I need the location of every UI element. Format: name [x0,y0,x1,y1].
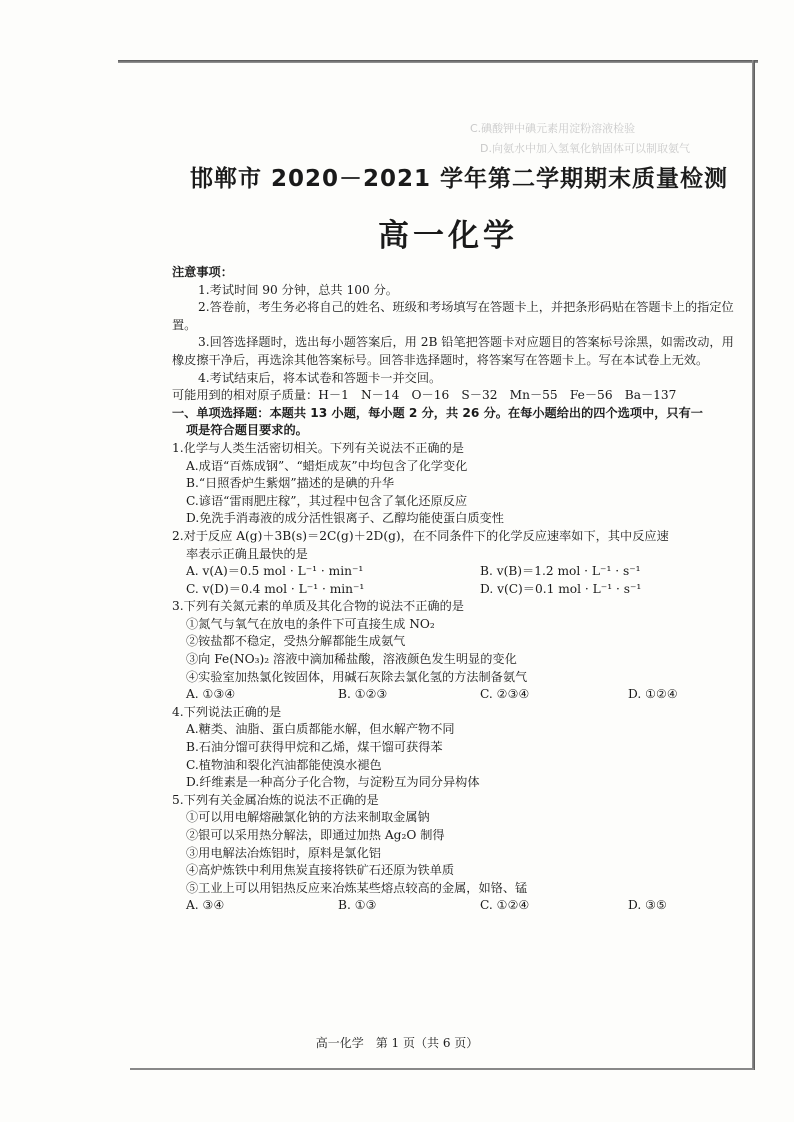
exam-title: 邯郸市 2020－2021 学年第二学期期末质量检测 [190,166,729,192]
question-1-option-b: B.“日照香炉生紫烟”描述的是碘的升华 [186,476,395,491]
notes-heading: 注意事项： [172,265,233,279]
question-3-item: ②铵盐都不稳定，受热分解都能生成氨气 [186,634,406,649]
question-5-options-row [172,897,740,915]
question-5-option-c: C. ①②④ [480,898,530,913]
question-5-item: ②银可以采用热分解法，即通过加热 Ag₂O 制得 [186,828,445,842]
question-4-stem: 4.下列说法正确的是 [172,704,282,719]
note-item: 2.答卷前，考生务必将自己的姓名、班级和考场填写在答题卡上，并把条形码贴在答题卡上的指定位置。 [172,300,734,332]
question-2-option-d: D. v(C)＝0.1 mol · L⁻¹ · s⁻¹ [480,581,642,596]
page-footer: 高一化学 第 1 页（共 6 页） [315,1036,479,1050]
question-3-option-c: C. ②③④ [480,687,530,702]
question-2-option-b: B. v(B)＝1.2 mol · L⁻¹ · s⁻¹ [480,564,641,579]
bleed-through-text: D.向氨水中加入氢氧化钠固体可以制取氨气 [480,142,690,155]
section-heading: 一、单项选择题：本题共 13 小题，每小题 2 分，共 26 分。在每小题给出的四个选项中，只有一 [172,405,703,420]
question-3-item: ③向 Fe(NO₃)₂ 溶液中滴加稀盐酸，溶液颜色发生明显的变化 [186,652,517,667]
question-2-options-row [172,581,740,599]
question-5-option-d: D. ③⑤ [628,898,667,913]
note-item: 4.考试结束后，将本试卷和答题卡一并交回。 [198,370,442,385]
question-4-option-a: A.糖类、油脂、蛋白质都能水解，但水解产物不同 [186,722,455,737]
question-5-option-b: B. ①③ [338,898,377,913]
question-5-item: ⑤工业上可以用铝热反应来冶炼某些熔点较高的金属，如铬、锰 [186,880,528,895]
note-item: 3.回答选择题时，选出每小题答案后，用 2B 铅笔把答题卡对应题目的答案标号涂黑，如需改动，用橡皮擦干净后，再选涂其他答案标号。回答非选择题时，将答案写在答题卡上。写在本试卷上无效。 [172,335,734,367]
question-2-option-a: A. v(A)＝0.5 mol · L⁻¹ · min⁻¹ [186,564,364,579]
question-3-item: ④实验室加热氯化铵固体，用碱石灰除去氯化氢的方法制备氨气 [186,669,528,684]
question-1-option-a: A.成语“百炼成钢”、“蜡炬成灰”中均包含了化学变化 [186,458,468,473]
question-1-option-c: C.谚语“雷雨肥庄稼”，其过程中包含了氧化还原反应 [186,493,468,508]
atomic-masses: 可能用到的相对原子质量：H－1 N－14 O－16 S－32 Mn－55 Fe－56 Ba－137 [172,388,677,403]
question-5-item: ④高炉炼铁中利用焦炭直接将铁矿石还原为铁单质 [186,863,455,878]
page-edge-bottom [130,1068,754,1070]
question-3-option-b: B. ①②③ [338,687,388,702]
question-5-item: ①可以用电解熔融氯化钠的方法来制取金属钠 [186,810,430,825]
question-3-options-row [172,686,740,704]
bleed-through-text: C.碘酸钾中碘元素用淀粉溶液检验 [470,122,636,135]
question-2-stem-cont: 率表示正确且最快的是 [186,546,308,561]
question-2-option-c: C. v(D)＝0.4 mol · L⁻¹ · min⁻¹ [186,581,365,596]
page-edge-top [118,60,758,63]
question-3-item: ①氮气与氧气在放电的条件下可直接生成 NO₂ [186,616,435,631]
exam-content [172,264,740,915]
question-4-option-b: B.石油分馏可获得甲烷和乙烯，煤干馏可获得苯 [186,740,443,755]
question-4-option-d: D.纤维素是一种高分子化合物，与淀粉互为同分异构体 [186,775,480,790]
question-4-option-c: C.植物油和裂化汽油都能使溴水褪色 [186,757,382,772]
question-1-option-d: D.免洗手消毒液的成分活性银离子、乙醇均能使蛋白质变性 [186,511,504,526]
question-5-item: ③用电解法冶炼铝时，原料是氯化铝 [186,845,381,860]
question-5-stem: 5.下列有关金属冶炼的说法不正确的是 [172,792,379,807]
question-1-stem: 1.化学与人类生活密切相关。下列有关说法不正确的是 [172,440,464,455]
question-3-option-d: D. ①②④ [628,687,678,702]
question-3-option-a: A. ①③④ [186,687,236,702]
exam-subject: 高一化学 [378,218,518,254]
page-edge-right [752,60,755,1070]
question-2-stem: 2.对于反应 A(g)＋3B(s)＝2C(g)＋2D(g)，在不同条件下的化学反应速率如下，其中反应速 [172,528,669,543]
question-5-option-a: A. ③④ [186,898,225,913]
note-item: 1.考试时间 90 分钟，总共 100 分。 [198,282,398,297]
question-3-stem: 3.下列有关氮元素的单质及其化合物的说法不正确的是 [172,599,464,614]
section-heading-cont: 项是符合题目要求的。 [186,423,308,438]
question-2-options-row [172,563,740,581]
